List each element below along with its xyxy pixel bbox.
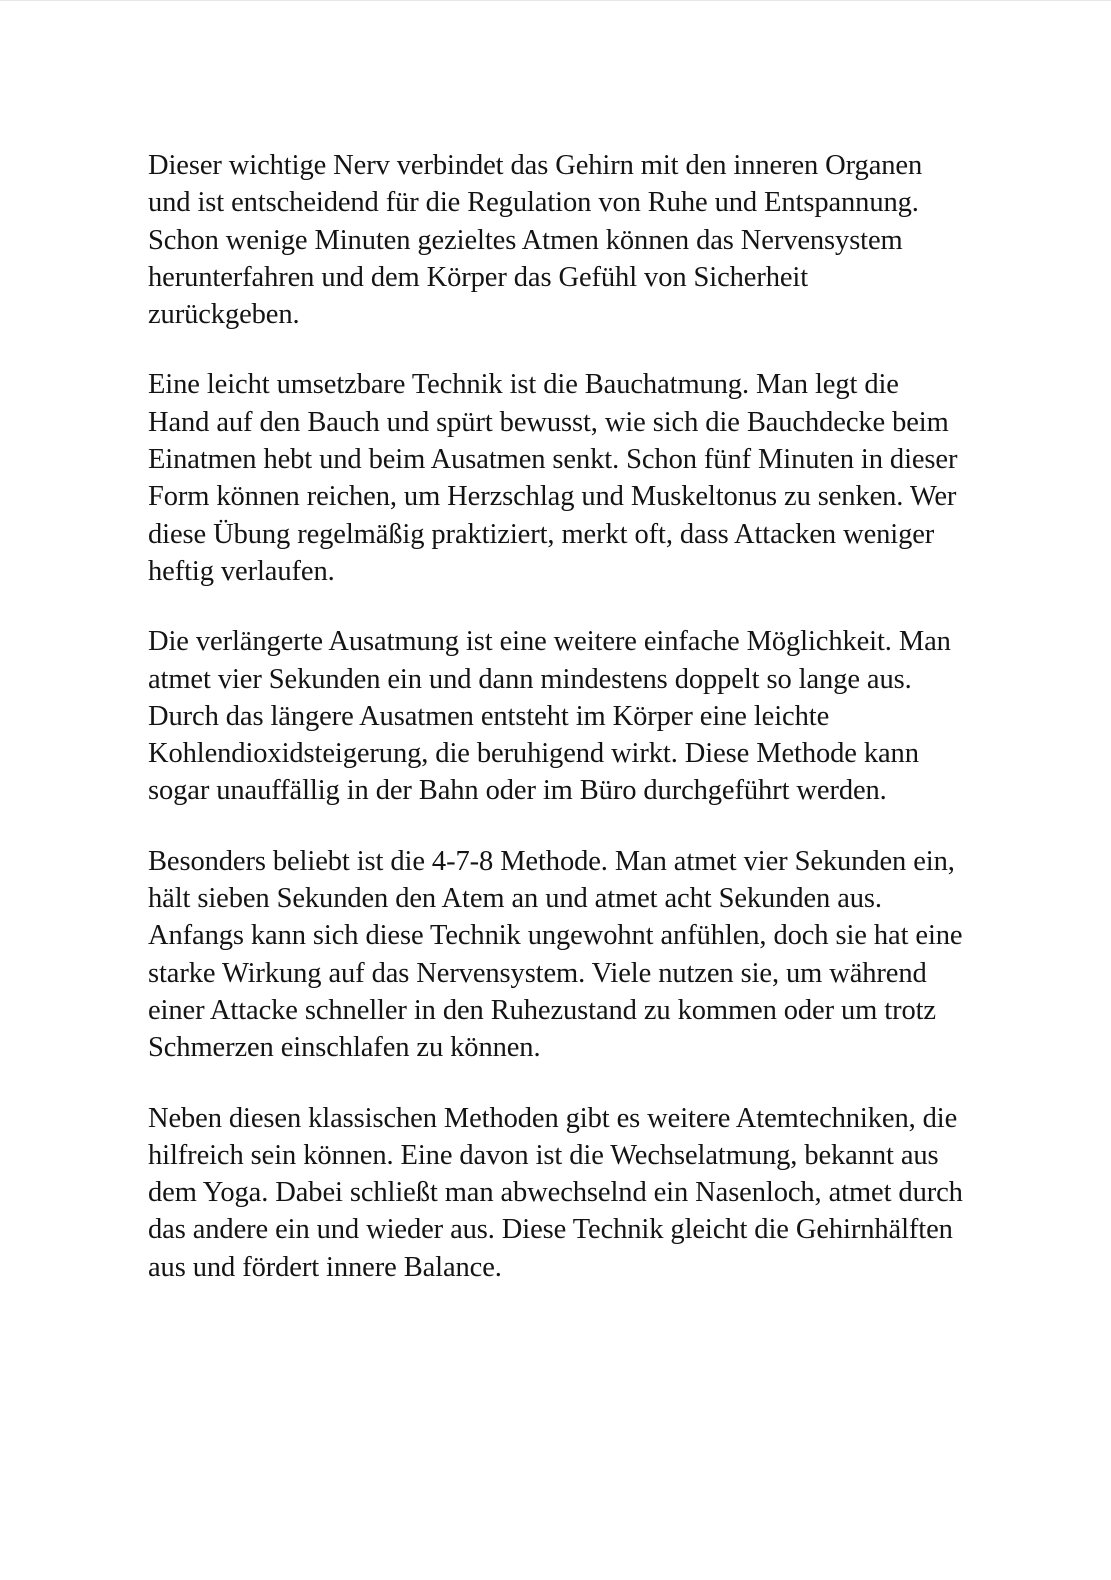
paragraph-vagus-nerve: Dieser wichtige Nerv verbindet das Gehirn mit den inneren Organen und ist entscheidend für die Regulation von Ruhe und Entspannung. Schon wenige Minuten gezieltes Atmen können das Nervensystem herunterfahren und dem Körper das Gefühl von Sicherheit zurückgeben. <box>148 150 923 331</box>
paragraph-478-method: Besonders beliebt ist die 4-7-8 Methode. Man atmet vier Sekunden ein, hält sieben Sekunden den Atem an und atmet acht Sekunden aus. Anfangs kann sich diese Technik ungewohnt anfühlen, doch sie hat eine starke Wirkung auf das Nervensystem. Viele nutzen sie, um während einer Attacke schneller in den Ruhezustand zu kommen oder um trotz Schmerzen einschlafen zu können. <box>148 845 963 1064</box>
paragraph-extended-exhale: Die verlängerte Ausatmung ist eine weitere einfache Möglichkeit. Man atmet vier Sekunden ein und dann mindestens doppelt so lange aus. Durch das längere Ausatmen entsteht im Körper eine leichte Kohlendioxidsteigerung, die beruhigend wirkt. Diese Methode kann sogar unauffällig in der Bahn oder im Büro durchgeführt werden. <box>148 626 951 807</box>
document-body <box>148 147 963 1286</box>
paragraph-belly-breathing: Eine leicht umsetzbare Technik ist die Bauchatmung. Man legt die Hand auf den Bauch und spürt bewusst, wie sich die Bauchdecke beim Einatmen hebt und beim Ausatmen senkt. Schon fünf Minuten in dieser Form können reichen, um Herzschlag und Muskeltonus zu senken. Wer diese Übung regelmäßig praktiziert, merkt oft, dass Attacken weniger heftig verlaufen. <box>148 369 958 587</box>
paragraph-alternate-nostril: Neben diesen klassischen Methoden gibt es weitere Atemtechniken, die hilfreich sein können. Eine davon ist die Wechselatmung, bekannt aus dem Yoga. Dabei schließt man abwechselnd ein Nasenloch, atmet durch das andere ein und wieder aus. Diese Technik gleicht die Gehirnhälften aus und fördert innere Balance. <box>148 1102 963 1283</box>
